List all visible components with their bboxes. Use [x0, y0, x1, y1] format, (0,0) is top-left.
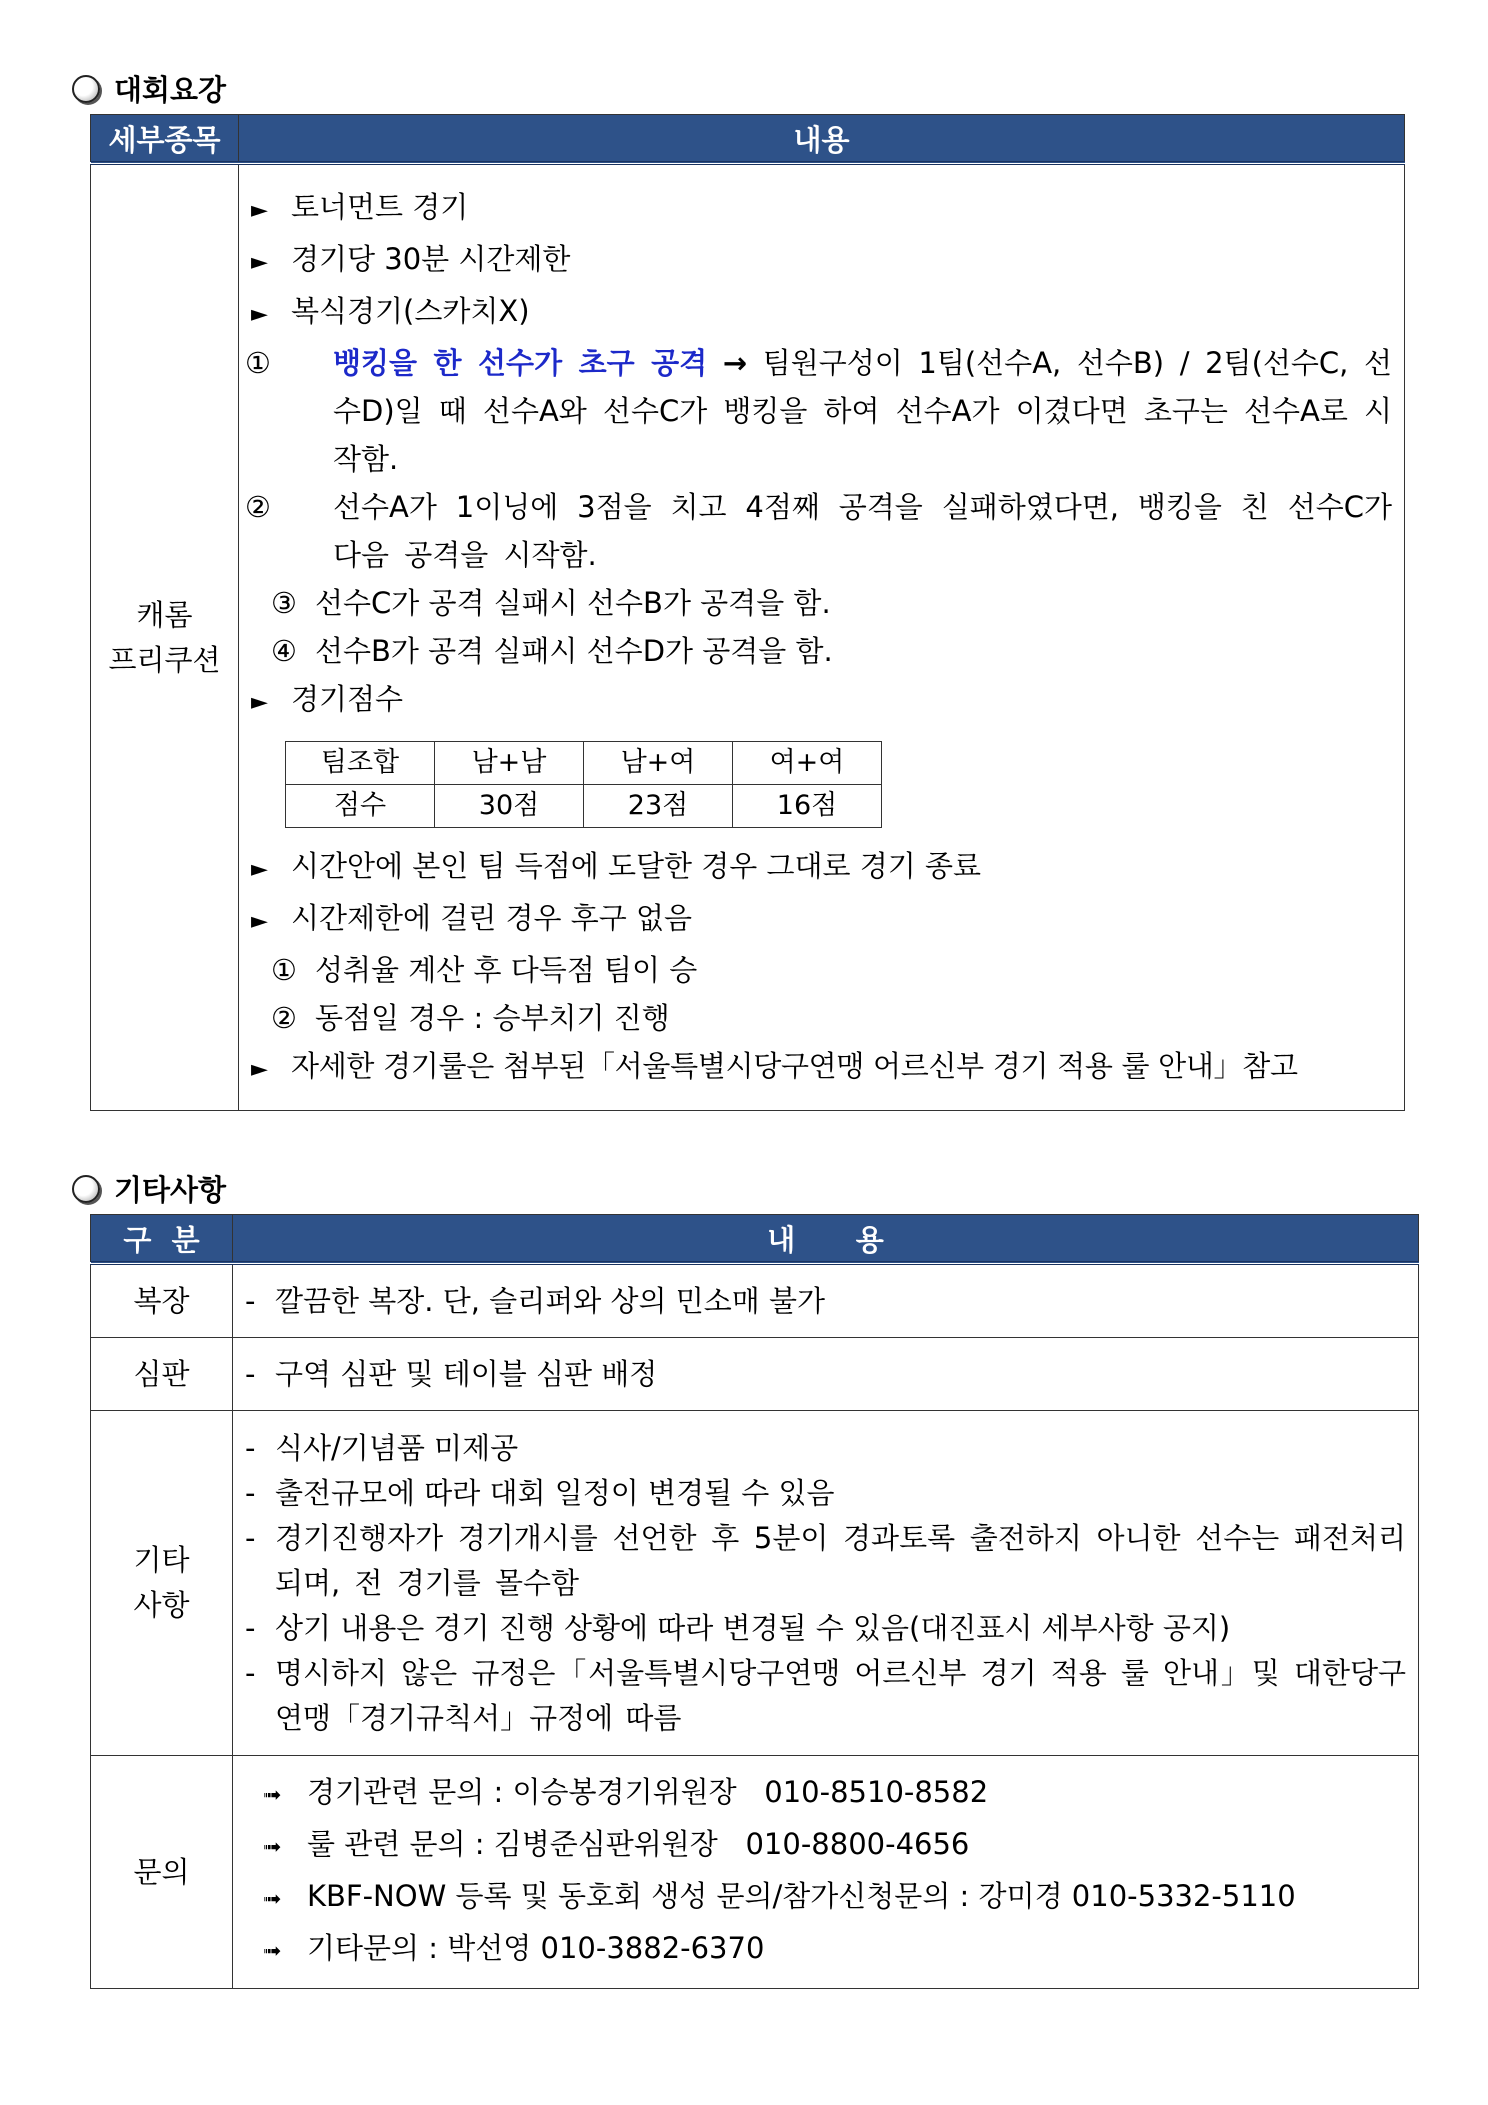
list-item: ► 복식경기(스카치X) — [251, 287, 1392, 339]
section-title-text: 기타사항 — [114, 1173, 227, 1207]
table-header-row — [91, 115, 1405, 164]
inquiry-item: ➟ KBF-NOW 등록 및 동호회 생성 문의/참가신청문의 : 강미경 010-5332-5110 — [263, 1872, 1406, 1924]
arrow-right-icon: ➟ — [263, 1939, 282, 1964]
arrow-right-icon: → — [722, 346, 748, 380]
sub-item: ② 동점일 경우 : 승부치기 진행 — [271, 1001, 670, 1035]
table-row — [91, 163, 1405, 1111]
inquiry-item: ➟ 경기관련 문의 : 이승봉경기위원장 010-8510-8582 — [263, 1768, 1406, 1820]
inquiry-content-cell — [233, 1756, 1419, 1989]
list-item: ► 경기당 30분 시간제한 — [251, 235, 1392, 287]
category-line: 캐롬 — [136, 597, 193, 632]
etc-label-cell: 기타 사항 — [91, 1411, 233, 1756]
rule-item: ② 선수A가 1이닝에 3점을 치고 4점째 공격을 실패하였다면, 뱅킹을 친 선수C가 다음 공격을 시작함. — [245, 490, 1392, 572]
pointer-right-icon: ► — [251, 1057, 268, 1082]
header-content: 내용 — [239, 115, 1405, 164]
rule-highlight: 뱅킹을 한 선수가 초구 공격 — [333, 346, 708, 380]
category-line: 프리쿠션 — [108, 642, 221, 677]
content-cell — [239, 163, 1405, 1111]
competition-table — [90, 114, 1405, 1111]
list-item: ► 경기점수 — [251, 675, 1392, 727]
rule-item: ③ 선수C가 공격 실패시 선수B가 공격을 함. — [271, 586, 831, 620]
list-item: ► 자세한 경기룰은 첨부된「서울특별시당구연맹 어르신부 경기 적용 룰 안내」참고 — [251, 1042, 1392, 1094]
row-label: 복장 — [91, 1263, 233, 1338]
table-row — [91, 1411, 1419, 1756]
pointer-right-icon: ► — [251, 857, 268, 882]
circle-bullet-icon — [72, 75, 100, 103]
section-title-text: 대회요강 — [114, 73, 227, 107]
section-title-competition — [72, 68, 226, 109]
list-item: ► 시간제한에 걸린 경우 후구 없음 — [251, 894, 1392, 946]
etc-content-cell — [233, 1411, 1419, 1756]
pointer-right-icon: ► — [251, 302, 268, 327]
inquiry-item: ➟ 기타문의 : 박선영 010-3882-6370 — [263, 1924, 1406, 1976]
table-row — [91, 1263, 1419, 1338]
pointer-right-icon: ► — [251, 909, 268, 934]
list-item: - 명시하지 않은 규정은「서울특별시당구연맹 어르신부 경기 적용 룰 안내」및 대한당구연맹「경기규칙서」규정에 따름 — [245, 1655, 1406, 1735]
arrow-right-icon: ➟ — [263, 1783, 282, 1808]
list-item: ► 토너먼트 경기 — [251, 183, 1392, 235]
list-item: - 식사/기념품 미제공 — [245, 1430, 519, 1465]
score-header-row: 팀조합 남+남 남+여 여+여 — [286, 742, 882, 785]
list-item: - 상기 내용은 경기 진행 상황에 따라 변경될 수 있음(대진표시 세부사항 공지) — [245, 1610, 1231, 1645]
pointer-right-icon: ► — [251, 198, 268, 223]
score-value-row: 점수 30점 23점 16점 — [286, 785, 882, 828]
pointer-right-icon: ► — [251, 250, 268, 275]
circle-bullet-icon — [72, 1175, 100, 1203]
pointer-right-icon: ► — [251, 690, 268, 715]
header-subcategory: 세부종목 — [91, 115, 239, 164]
rule-item: ① 뱅킹을 한 선수가 초구 공격 → 팀원구성이 1팀(선수A, 선수B) / 2팀(선수C, 선수D)일 때 선수A와 선수C가 뱅킹을 하여 선수A가 이겼다면 초구는 선수A로 시작함. — [245, 346, 1393, 476]
list-item: ► 시간안에 본인 팀 득점에 도달한 경우 그대로 경기 종료 — [251, 842, 1392, 894]
score-table — [285, 741, 882, 828]
table-header-row — [91, 1215, 1419, 1264]
header-category: 구 분 — [91, 1215, 233, 1264]
list-item: - 경기진행자가 경기개시를 선언한 후 5분이 경과토록 출전하지 아니한 선수는 패전처리 되며, 전 경기를 몰수함 — [245, 1520, 1406, 1600]
row-content: - 구역 심판 및 테이블 심판 배정 — [233, 1338, 1419, 1411]
table-row — [91, 1338, 1419, 1411]
arrow-right-icon: ➟ — [263, 1835, 282, 1860]
inquiry-item: ➟ 룰 관련 문의 : 김병준심판위원장 010-8800-4656 — [263, 1820, 1406, 1872]
row-label: 심판 — [91, 1338, 233, 1411]
section-title-other — [72, 1168, 226, 1209]
rule-item: ④ 선수B가 공격 실패시 선수D가 공격을 함. — [271, 634, 833, 668]
list-item: - 출전규모에 따라 대회 일정이 변경될 수 있음 — [245, 1475, 835, 1510]
arrow-right-icon: ➟ — [263, 1887, 282, 1912]
inquiry-label: 문의 — [91, 1756, 233, 1989]
other-matters-table — [90, 1214, 1419, 1989]
category-cell — [91, 163, 239, 1111]
table-row — [91, 1756, 1419, 1989]
sub-item: ① 성취율 계산 후 다득점 팀이 승 — [271, 953, 698, 987]
row-content: - 깔끔한 복장. 단, 슬리퍼와 상의 민소매 불가 — [233, 1263, 1419, 1338]
header-content: 내 용 — [233, 1215, 1419, 1264]
